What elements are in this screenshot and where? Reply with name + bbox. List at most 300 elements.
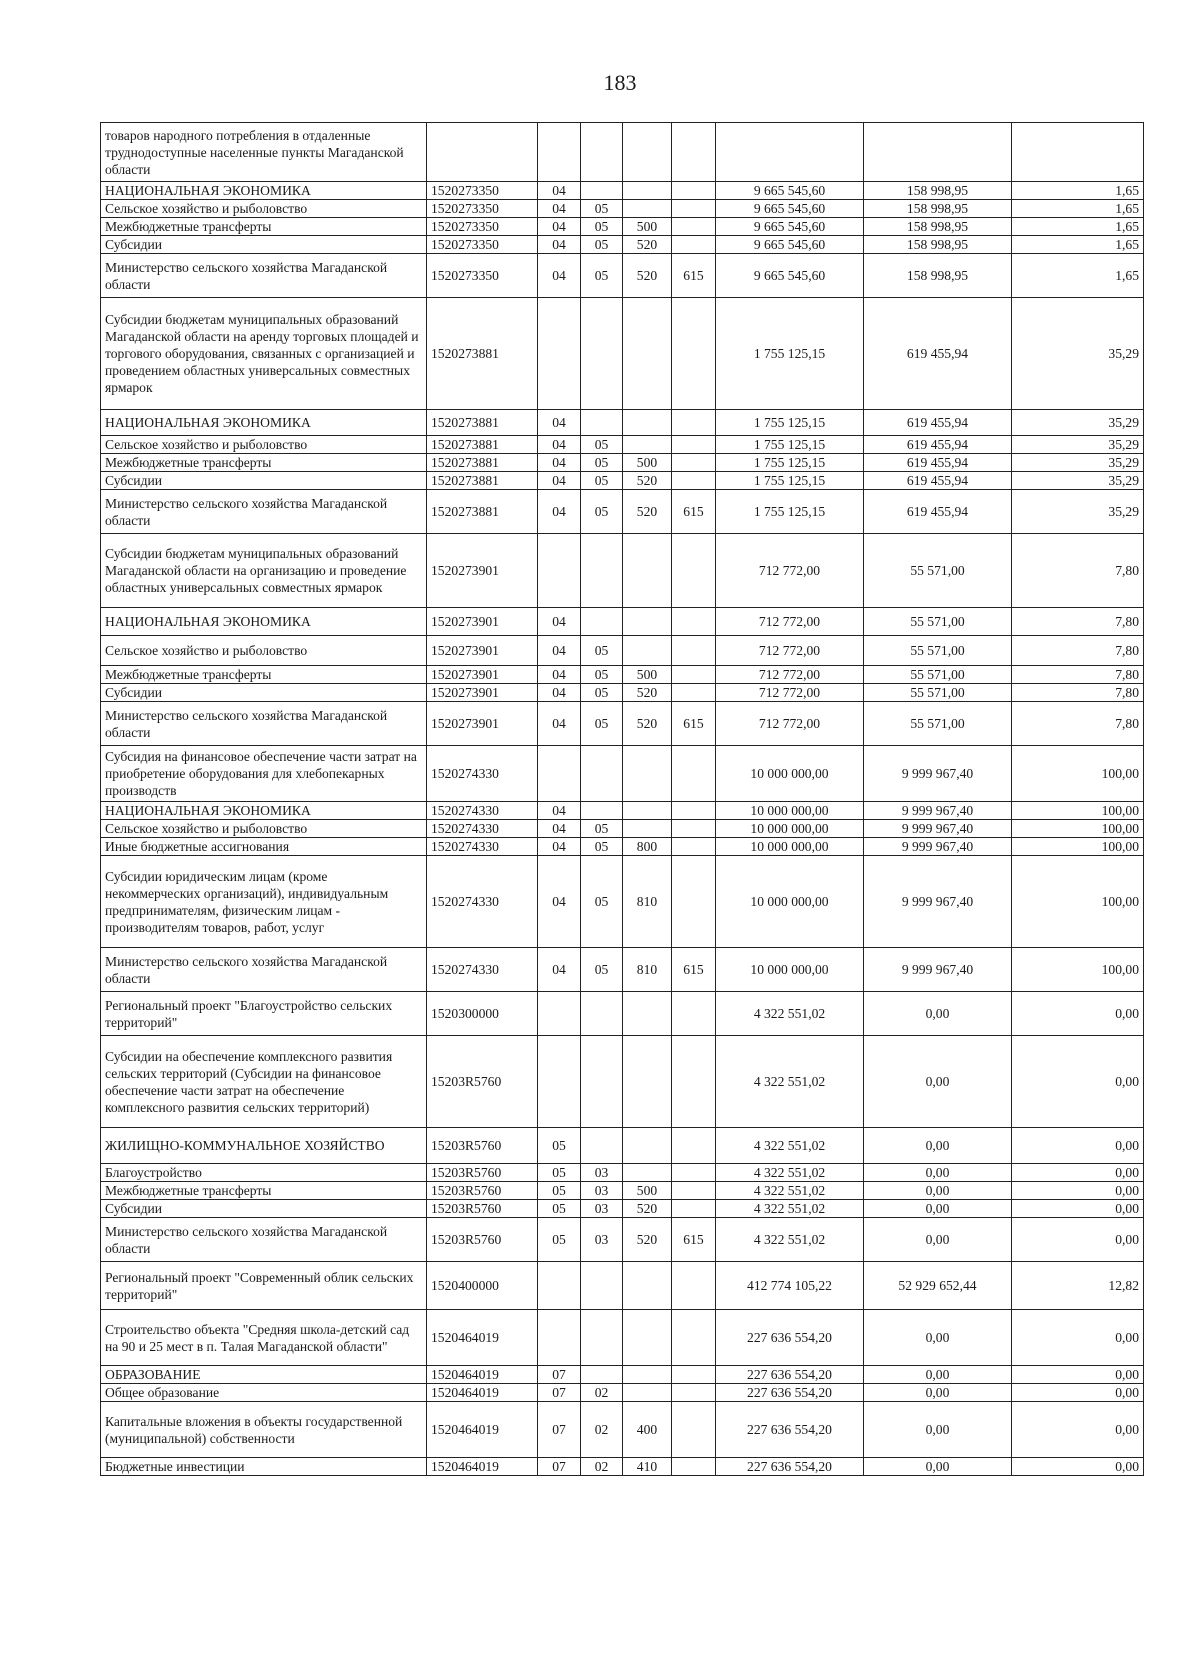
planned-amount-cell: 4 322 551,02 (716, 1218, 864, 1262)
ministry-code-cell: 615 (672, 948, 716, 992)
actual-amount-cell: 9 999 967,40 (864, 746, 1012, 802)
table-row (101, 666, 1144, 684)
subsection-code-cell: 03 (581, 1218, 623, 1262)
budget-table (100, 122, 1144, 1476)
section-code-cell: 05 (538, 1182, 581, 1200)
execution-percent-cell: 35,29 (1012, 436, 1144, 454)
expense-type-code-cell: 500 (623, 454, 672, 472)
section-code-cell (538, 746, 581, 802)
expense-type-code-cell: 500 (623, 1182, 672, 1200)
table-row (101, 1262, 1144, 1310)
table-row (101, 123, 1144, 182)
actual-amount-cell: 619 455,94 (864, 298, 1012, 410)
execution-percent-cell: 12,82 (1012, 1262, 1144, 1310)
ministry-code-cell (672, 856, 716, 948)
subsection-code-cell (581, 746, 623, 802)
target-code-cell: 1520464019 (427, 1458, 538, 1476)
actual-amount-cell: 9 999 967,40 (864, 856, 1012, 948)
ministry-code-cell (672, 1384, 716, 1402)
expense-type-code-cell (623, 1164, 672, 1182)
planned-amount-cell: 4 322 551,02 (716, 1036, 864, 1128)
expense-type-code-cell (623, 820, 672, 838)
table-row (101, 534, 1144, 608)
ministry-code-cell (672, 218, 716, 236)
execution-percent-cell: 35,29 (1012, 298, 1144, 410)
section-code-cell (538, 123, 581, 182)
subsection-code-cell (581, 123, 623, 182)
ministry-code-cell (672, 1458, 716, 1476)
item-name-cell: Субсидии бюджетам муниципальных образований Магаданской области на организацию и проведение областных универсальных совместных ярмарок (101, 534, 427, 608)
planned-amount-cell (716, 123, 864, 182)
target-code-cell: 15203R5760 (427, 1200, 538, 1218)
subsection-code-cell (581, 608, 623, 636)
target-code-cell: 1520464019 (427, 1402, 538, 1458)
subsection-code-cell: 05 (581, 436, 623, 454)
item-name-cell: Субсидии на обеспечение комплексного развития сельских территорий (Субсидии на финансовое обеспечение части затрат на обеспечение комплексного развития сельских территорий) (101, 1036, 427, 1128)
execution-percent-cell: 100,00 (1012, 820, 1144, 838)
ministry-code-cell (672, 472, 716, 490)
planned-amount-cell: 9 665 545,60 (716, 200, 864, 218)
ministry-code-cell (672, 123, 716, 182)
table-row (101, 1310, 1144, 1366)
expense-type-code-cell (623, 123, 672, 182)
item-name-cell: Субсидии бюджетам муниципальных образований Магаданской области на аренду торговых площадей и торгового оборудования, связанных с организацией и проведением областных универсальных совместных ярмарок (101, 298, 427, 410)
planned-amount-cell: 9 665 545,60 (716, 218, 864, 236)
actual-amount-cell: 9 999 967,40 (864, 948, 1012, 992)
table-row (101, 200, 1144, 218)
subsection-code-cell: 05 (581, 636, 623, 666)
subsection-code-cell: 05 (581, 702, 623, 746)
actual-amount-cell: 55 571,00 (864, 608, 1012, 636)
planned-amount-cell: 1 755 125,15 (716, 490, 864, 534)
target-code-cell: 1520273350 (427, 236, 538, 254)
planned-amount-cell: 712 772,00 (716, 666, 864, 684)
target-code-cell: 1520273350 (427, 182, 538, 200)
expense-type-code-cell: 520 (623, 490, 672, 534)
section-code-cell: 04 (538, 200, 581, 218)
expense-type-code-cell: 520 (623, 1218, 672, 1262)
ministry-code-cell (672, 608, 716, 636)
item-name-cell: Региональный проект "Современный облик сельских территорий" (101, 1262, 427, 1310)
section-code-cell: 04 (538, 254, 581, 298)
expense-type-code-cell (623, 636, 672, 666)
execution-percent-cell: 1,65 (1012, 236, 1144, 254)
section-code-cell: 04 (538, 636, 581, 666)
expense-type-code-cell (623, 746, 672, 802)
table-row (101, 820, 1144, 838)
expense-type-code-cell (623, 436, 672, 454)
section-code-cell: 07 (538, 1458, 581, 1476)
execution-percent-cell: 1,65 (1012, 218, 1144, 236)
target-code-cell: 1520273901 (427, 666, 538, 684)
ministry-code-cell (672, 454, 716, 472)
item-name-cell: Межбюджетные трансферты (101, 1182, 427, 1200)
planned-amount-cell: 227 636 554,20 (716, 1384, 864, 1402)
expense-type-code-cell (623, 1366, 672, 1384)
table-row (101, 1366, 1144, 1384)
item-name-cell: товаров народного потребления в отдаленные труднодоступные населенные пункты Магаданской области (101, 123, 427, 182)
table-row (101, 472, 1144, 490)
actual-amount-cell: 158 998,95 (864, 218, 1012, 236)
item-name-cell: Региональный проект "Благоустройство сельских территорий" (101, 992, 427, 1036)
expense-type-code-cell (623, 608, 672, 636)
target-code-cell: 1520274330 (427, 838, 538, 856)
subsection-code-cell (581, 1310, 623, 1366)
section-code-cell: 05 (538, 1128, 581, 1164)
target-code-cell: 1520464019 (427, 1310, 538, 1366)
ministry-code-cell: 615 (672, 254, 716, 298)
ministry-code-cell (672, 436, 716, 454)
table-row (101, 410, 1144, 436)
section-code-cell: 04 (538, 490, 581, 534)
execution-percent-cell: 7,80 (1012, 666, 1144, 684)
table-row (101, 702, 1144, 746)
expense-type-code-cell: 520 (623, 236, 672, 254)
table-row (101, 1384, 1144, 1402)
execution-percent-cell: 35,29 (1012, 472, 1144, 490)
ministry-code-cell (672, 236, 716, 254)
expense-type-code-cell (623, 1128, 672, 1164)
table-row (101, 254, 1144, 298)
planned-amount-cell: 10 000 000,00 (716, 856, 864, 948)
target-code-cell (427, 123, 538, 182)
execution-percent-cell: 100,00 (1012, 802, 1144, 820)
section-code-cell (538, 1262, 581, 1310)
section-code-cell: 04 (538, 666, 581, 684)
ministry-code-cell (672, 666, 716, 684)
item-name-cell: Межбюджетные трансферты (101, 666, 427, 684)
actual-amount-cell: 619 455,94 (864, 472, 1012, 490)
item-name-cell: Иные бюджетные ассигнования (101, 838, 427, 856)
expense-type-code-cell: 520 (623, 254, 672, 298)
item-name-cell: НАЦИОНАЛЬНАЯ ЭКОНОМИКА (101, 608, 427, 636)
item-name-cell: Сельское хозяйство и рыболовство (101, 820, 427, 838)
table-row (101, 608, 1144, 636)
ministry-code-cell (672, 1200, 716, 1218)
item-name-cell: Субсидии (101, 236, 427, 254)
table-row (101, 490, 1144, 534)
expense-type-code-cell (623, 992, 672, 1036)
execution-percent-cell: 35,29 (1012, 454, 1144, 472)
execution-percent-cell: 0,00 (1012, 1402, 1144, 1458)
ministry-code-cell (672, 534, 716, 608)
actual-amount-cell: 158 998,95 (864, 200, 1012, 218)
subsection-code-cell (581, 298, 623, 410)
expense-type-code-cell (623, 1262, 672, 1310)
section-code-cell: 04 (538, 820, 581, 838)
actual-amount-cell: 0,00 (864, 1310, 1012, 1366)
expense-type-code-cell (623, 410, 672, 436)
section-code-cell: 07 (538, 1384, 581, 1402)
execution-percent-cell: 7,80 (1012, 636, 1144, 666)
table-row (101, 236, 1144, 254)
subsection-code-cell: 05 (581, 948, 623, 992)
item-name-cell: Благоустройство (101, 1164, 427, 1182)
planned-amount-cell: 9 665 545,60 (716, 236, 864, 254)
subsection-code-cell: 05 (581, 254, 623, 298)
planned-amount-cell: 712 772,00 (716, 684, 864, 702)
item-name-cell: Субсидии (101, 684, 427, 702)
expense-type-code-cell: 410 (623, 1458, 672, 1476)
table-row (101, 948, 1144, 992)
subsection-code-cell (581, 1366, 623, 1384)
table-row (101, 746, 1144, 802)
target-code-cell: 15203R5760 (427, 1182, 538, 1200)
execution-percent-cell: 0,00 (1012, 1128, 1144, 1164)
table-row (101, 182, 1144, 200)
target-code-cell: 1520273881 (427, 298, 538, 410)
table-row (101, 1164, 1144, 1182)
execution-percent-cell: 0,00 (1012, 1164, 1144, 1182)
planned-amount-cell: 4 322 551,02 (716, 1164, 864, 1182)
planned-amount-cell: 712 772,00 (716, 636, 864, 666)
expense-type-code-cell (623, 1310, 672, 1366)
actual-amount-cell: 55 571,00 (864, 684, 1012, 702)
subsection-code-cell (581, 182, 623, 200)
target-code-cell: 1520273901 (427, 534, 538, 608)
target-code-cell: 1520273901 (427, 608, 538, 636)
ministry-code-cell (672, 802, 716, 820)
execution-percent-cell: 1,65 (1012, 200, 1144, 218)
target-code-cell: 1520464019 (427, 1366, 538, 1384)
table-row (101, 838, 1144, 856)
actual-amount-cell: 619 455,94 (864, 436, 1012, 454)
item-name-cell: НАЦИОНАЛЬНАЯ ЭКОНОМИКА (101, 802, 427, 820)
item-name-cell: Министерство сельского хозяйства Магаданской области (101, 254, 427, 298)
ministry-code-cell (672, 992, 716, 1036)
subsection-code-cell (581, 1128, 623, 1164)
table-row (101, 1218, 1144, 1262)
planned-amount-cell: 4 322 551,02 (716, 992, 864, 1036)
section-code-cell: 04 (538, 436, 581, 454)
expense-type-code-cell (623, 534, 672, 608)
target-code-cell: 1520273901 (427, 702, 538, 746)
target-code-cell: 1520400000 (427, 1262, 538, 1310)
expense-type-code-cell: 800 (623, 838, 672, 856)
section-code-cell: 04 (538, 856, 581, 948)
planned-amount-cell: 1 755 125,15 (716, 454, 864, 472)
target-code-cell: 1520273901 (427, 684, 538, 702)
ministry-code-cell (672, 746, 716, 802)
ministry-code-cell (672, 410, 716, 436)
planned-amount-cell: 1 755 125,15 (716, 436, 864, 454)
item-name-cell: Межбюджетные трансферты (101, 454, 427, 472)
planned-amount-cell: 9 665 545,60 (716, 182, 864, 200)
subsection-code-cell: 05 (581, 856, 623, 948)
ministry-code-cell (672, 838, 716, 856)
subsection-code-cell: 05 (581, 200, 623, 218)
expense-type-code-cell (623, 182, 672, 200)
expense-type-code-cell: 520 (623, 702, 672, 746)
subsection-code-cell: 05 (581, 666, 623, 684)
actual-amount-cell: 55 571,00 (864, 666, 1012, 684)
planned-amount-cell: 10 000 000,00 (716, 948, 864, 992)
item-name-cell: НАЦИОНАЛЬНАЯ ЭКОНОМИКА (101, 410, 427, 436)
planned-amount-cell: 227 636 554,20 (716, 1458, 864, 1476)
section-code-cell: 05 (538, 1218, 581, 1262)
subsection-code-cell: 03 (581, 1200, 623, 1218)
planned-amount-cell: 10 000 000,00 (716, 820, 864, 838)
expense-type-code-cell: 520 (623, 684, 672, 702)
execution-percent-cell: 100,00 (1012, 838, 1144, 856)
actual-amount-cell: 0,00 (864, 1458, 1012, 1476)
execution-percent-cell: 7,80 (1012, 608, 1144, 636)
actual-amount-cell: 0,00 (864, 1036, 1012, 1128)
subsection-code-cell (581, 1262, 623, 1310)
item-name-cell: Субсидии (101, 472, 427, 490)
target-code-cell: 1520273881 (427, 410, 538, 436)
item-name-cell: Субсидии (101, 1200, 427, 1218)
table-row (101, 802, 1144, 820)
execution-percent-cell: 35,29 (1012, 490, 1144, 534)
target-code-cell: 1520300000 (427, 992, 538, 1036)
item-name-cell: Субсидия на финансовое обеспечение части затрат на приобретение оборудования для хлебопекарных производств (101, 746, 427, 802)
table-body (101, 123, 1144, 1476)
subsection-code-cell: 05 (581, 490, 623, 534)
item-name-cell: Министерство сельского хозяйства Магаданской области (101, 702, 427, 746)
expense-type-code-cell: 520 (623, 472, 672, 490)
table-row (101, 436, 1144, 454)
execution-percent-cell: 0,00 (1012, 1036, 1144, 1128)
execution-percent-cell: 0,00 (1012, 1310, 1144, 1366)
item-name-cell: Межбюджетные трансферты (101, 218, 427, 236)
table-row (101, 856, 1144, 948)
subsection-code-cell (581, 992, 623, 1036)
planned-amount-cell: 712 772,00 (716, 608, 864, 636)
table-row (101, 1402, 1144, 1458)
actual-amount-cell: 619 455,94 (864, 490, 1012, 534)
ministry-code-cell (672, 1164, 716, 1182)
execution-percent-cell: 7,80 (1012, 534, 1144, 608)
table-row (101, 298, 1144, 410)
expense-type-code-cell: 500 (623, 666, 672, 684)
section-code-cell: 04 (538, 236, 581, 254)
ministry-code-cell: 615 (672, 1218, 716, 1262)
section-code-cell (538, 298, 581, 410)
ministry-code-cell (672, 1036, 716, 1128)
item-name-cell: Сельское хозяйство и рыболовство (101, 436, 427, 454)
target-code-cell: 1520274330 (427, 802, 538, 820)
execution-percent-cell: 100,00 (1012, 856, 1144, 948)
item-name-cell: Сельское хозяйство и рыболовство (101, 636, 427, 666)
ministry-code-cell (672, 820, 716, 838)
item-name-cell: Строительство объекта "Средняя школа-детский сад на 90 и 25 мест в п. Талая Магаданской области" (101, 1310, 427, 1366)
planned-amount-cell: 227 636 554,20 (716, 1366, 864, 1384)
execution-percent-cell: 1,65 (1012, 254, 1144, 298)
subsection-code-cell: 02 (581, 1402, 623, 1458)
target-code-cell: 15203R5760 (427, 1036, 538, 1128)
subsection-code-cell: 02 (581, 1384, 623, 1402)
section-code-cell: 07 (538, 1366, 581, 1384)
section-code-cell: 04 (538, 702, 581, 746)
expense-type-code-cell (623, 1036, 672, 1128)
execution-percent-cell: 0,00 (1012, 992, 1144, 1036)
section-code-cell (538, 534, 581, 608)
actual-amount-cell (864, 123, 1012, 182)
item-name-cell: Общее образование (101, 1384, 427, 1402)
subsection-code-cell (581, 802, 623, 820)
table-row (101, 992, 1144, 1036)
ministry-code-cell (672, 1182, 716, 1200)
item-name-cell: Министерство сельского хозяйства Магаданской области (101, 1218, 427, 1262)
execution-percent-cell: 7,80 (1012, 684, 1144, 702)
planned-amount-cell: 10 000 000,00 (716, 838, 864, 856)
target-code-cell: 1520274330 (427, 856, 538, 948)
expense-type-code-cell: 810 (623, 948, 672, 992)
execution-percent-cell: 100,00 (1012, 746, 1144, 802)
actual-amount-cell: 158 998,95 (864, 182, 1012, 200)
ministry-code-cell: 615 (672, 702, 716, 746)
planned-amount-cell: 4 322 551,02 (716, 1200, 864, 1218)
execution-percent-cell: 0,00 (1012, 1218, 1144, 1262)
execution-percent-cell (1012, 123, 1144, 182)
ministry-code-cell (672, 298, 716, 410)
target-code-cell: 1520273881 (427, 436, 538, 454)
planned-amount-cell: 10 000 000,00 (716, 746, 864, 802)
subsection-code-cell: 02 (581, 1458, 623, 1476)
page-number: 183 (603, 70, 637, 95)
planned-amount-cell: 10 000 000,00 (716, 802, 864, 820)
actual-amount-cell: 0,00 (864, 1384, 1012, 1402)
actual-amount-cell: 55 571,00 (864, 636, 1012, 666)
actual-amount-cell: 9 999 967,40 (864, 802, 1012, 820)
ministry-code-cell (672, 1262, 716, 1310)
section-code-cell: 04 (538, 802, 581, 820)
section-code-cell: 04 (538, 410, 581, 436)
ministry-code-cell (672, 636, 716, 666)
execution-percent-cell: 0,00 (1012, 1200, 1144, 1218)
target-code-cell: 15203R5760 (427, 1164, 538, 1182)
execution-percent-cell: 0,00 (1012, 1458, 1144, 1476)
target-code-cell: 15203R5760 (427, 1218, 538, 1262)
ministry-code-cell (672, 1310, 716, 1366)
target-code-cell: 1520273350 (427, 218, 538, 236)
actual-amount-cell: 0,00 (864, 1402, 1012, 1458)
table-row (101, 636, 1144, 666)
execution-percent-cell: 0,00 (1012, 1366, 1144, 1384)
planned-amount-cell: 712 772,00 (716, 534, 864, 608)
section-code-cell: 04 (538, 684, 581, 702)
table-row (101, 1182, 1144, 1200)
execution-percent-cell: 7,80 (1012, 702, 1144, 746)
actual-amount-cell: 0,00 (864, 1128, 1012, 1164)
ministry-code-cell: 615 (672, 490, 716, 534)
target-code-cell: 1520464019 (427, 1384, 538, 1402)
planned-amount-cell: 9 665 545,60 (716, 254, 864, 298)
subsection-code-cell: 05 (581, 472, 623, 490)
section-code-cell: 04 (538, 472, 581, 490)
subsection-code-cell: 05 (581, 838, 623, 856)
actual-amount-cell: 0,00 (864, 1200, 1012, 1218)
table-row (101, 1128, 1144, 1164)
actual-amount-cell: 55 571,00 (864, 534, 1012, 608)
target-code-cell: 1520273881 (427, 490, 538, 534)
subsection-code-cell: 05 (581, 684, 623, 702)
table-row (101, 1458, 1144, 1476)
execution-percent-cell: 35,29 (1012, 410, 1144, 436)
subsection-code-cell (581, 534, 623, 608)
ministry-code-cell (672, 1128, 716, 1164)
section-code-cell (538, 992, 581, 1036)
section-code-cell: 04 (538, 838, 581, 856)
planned-amount-cell: 1 755 125,15 (716, 298, 864, 410)
ministry-code-cell (672, 182, 716, 200)
subsection-code-cell (581, 1036, 623, 1128)
subsection-code-cell: 03 (581, 1182, 623, 1200)
planned-amount-cell: 412 774 105,22 (716, 1262, 864, 1310)
expense-type-code-cell: 520 (623, 1200, 672, 1218)
actual-amount-cell: 0,00 (864, 1366, 1012, 1384)
